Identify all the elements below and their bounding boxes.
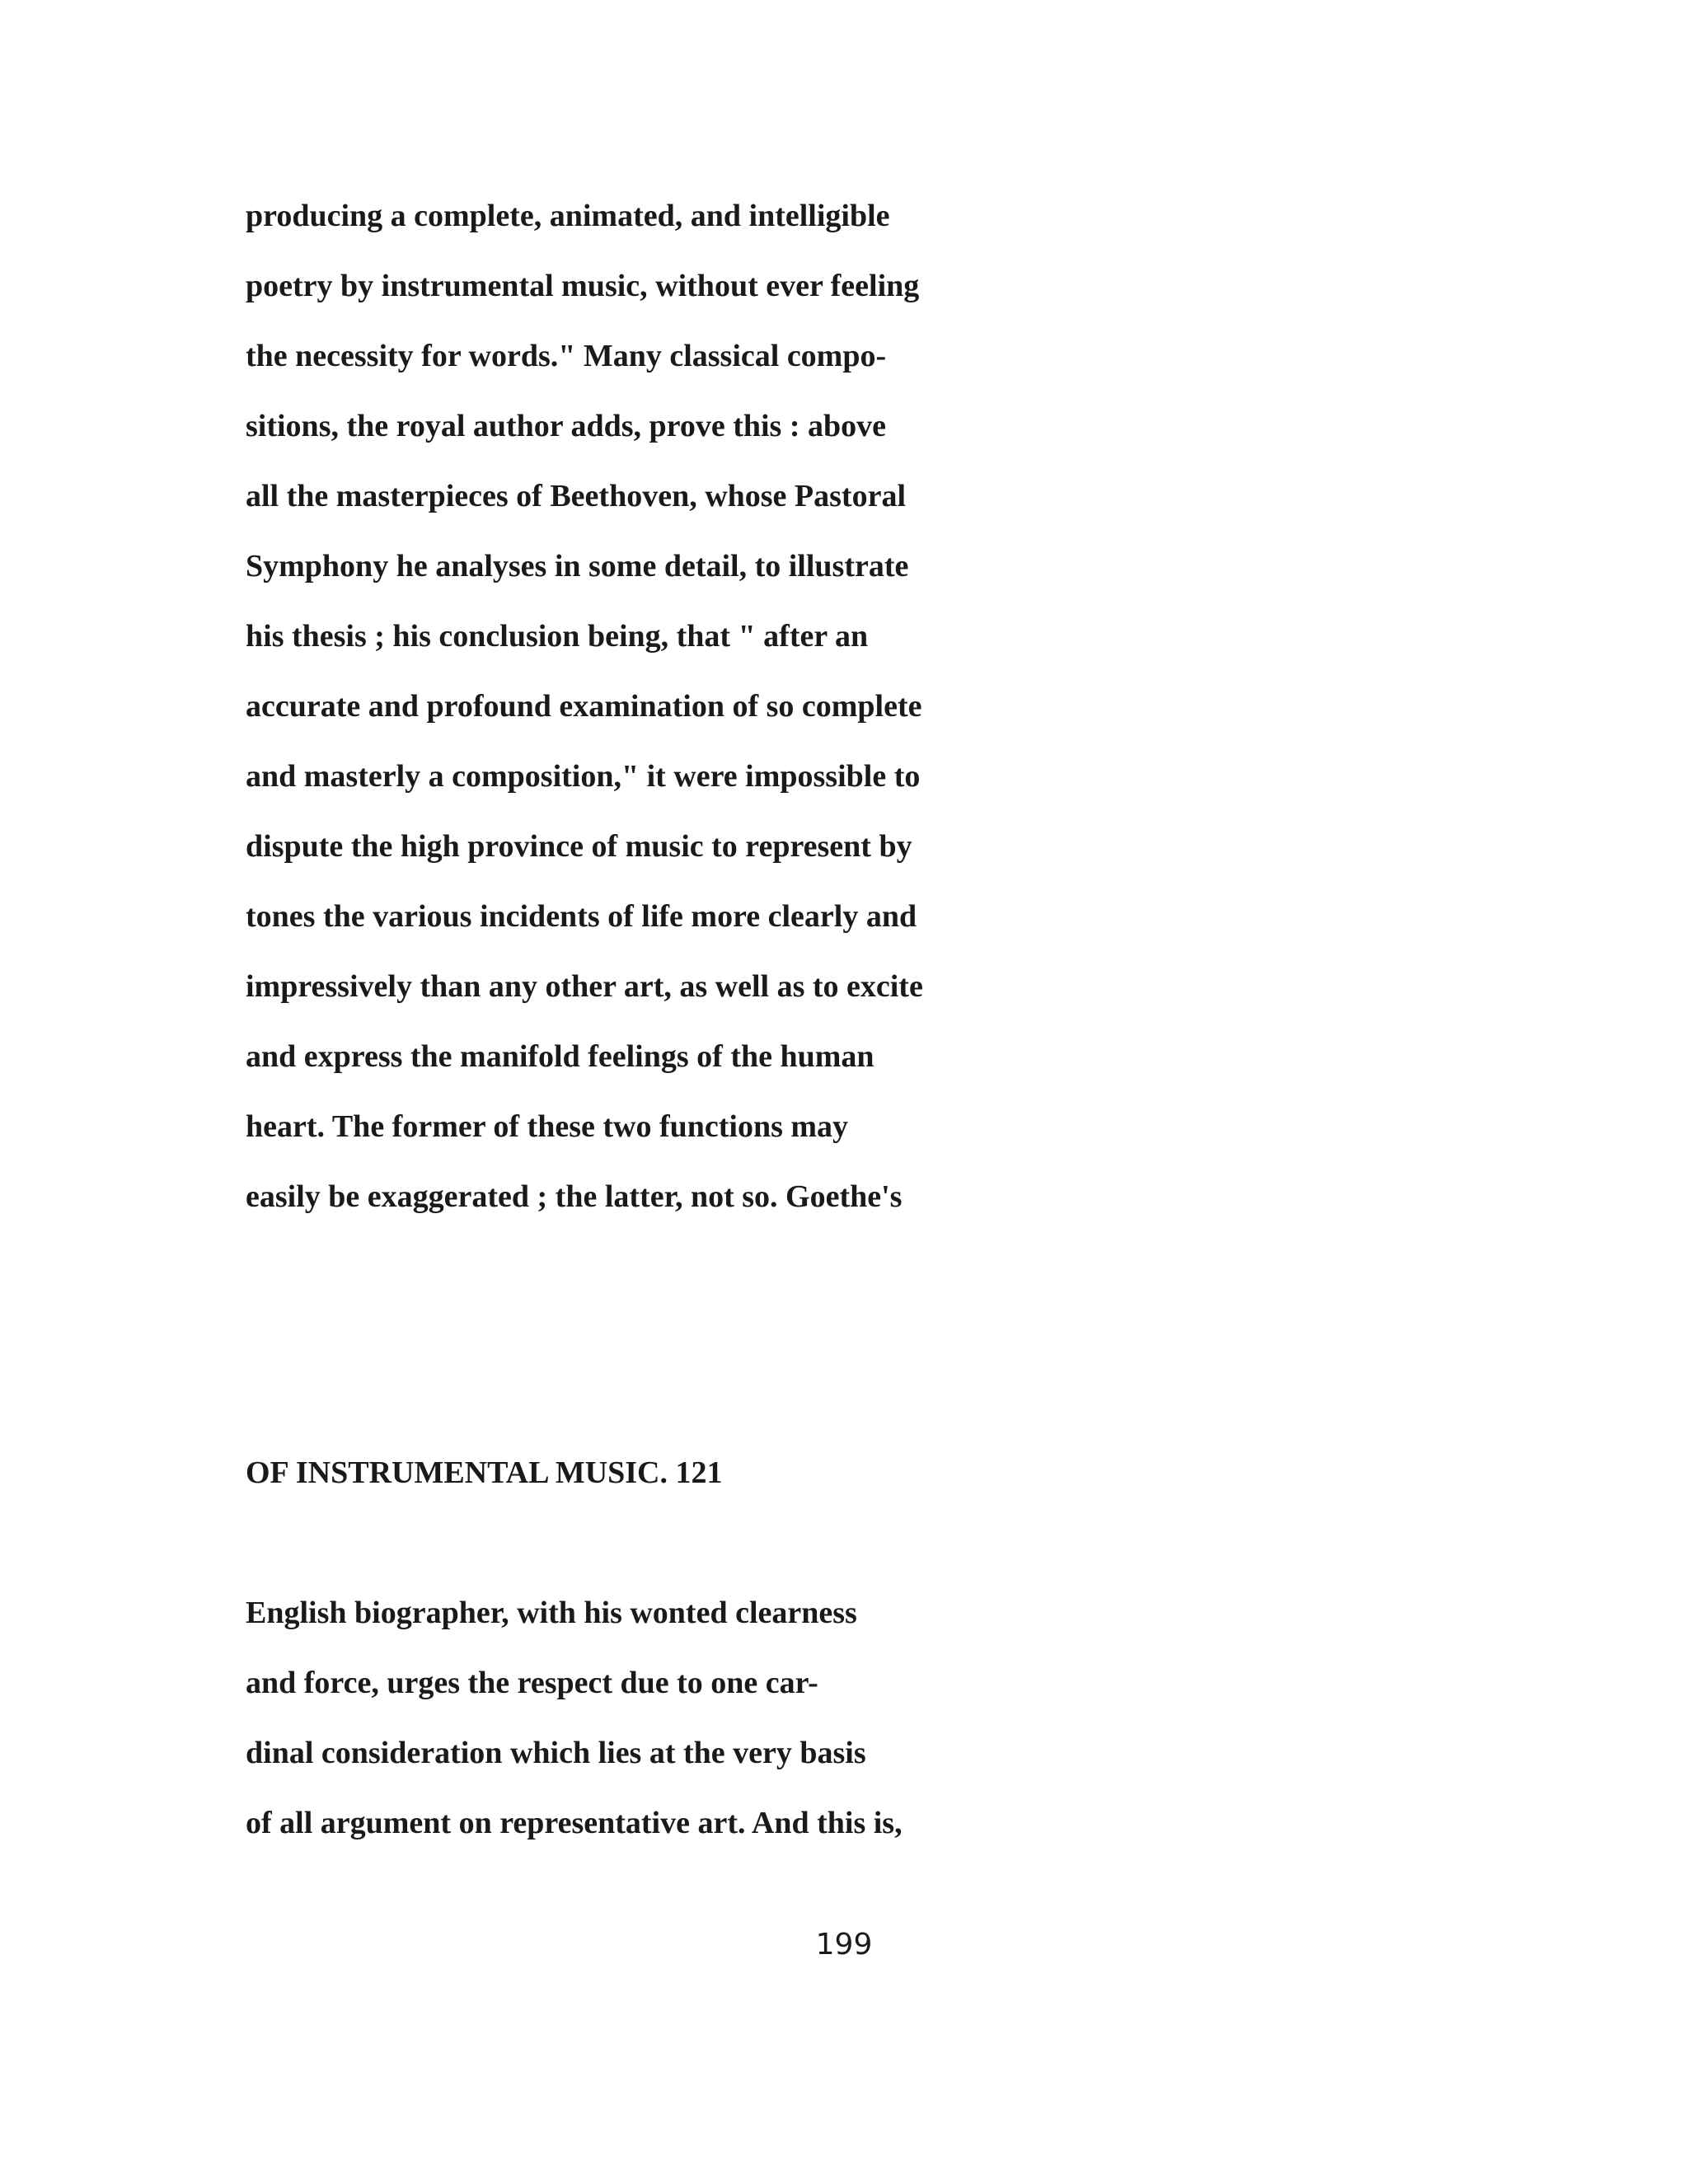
text-line: dinal consideration which lies at the very basis (246, 1736, 866, 1770)
text-line: poetry by instrumental music, without ever feeling (246, 269, 920, 303)
text-line: accurate and profound examination of so complete (246, 689, 922, 724)
text-line: heart. The former of these two functions may (246, 1109, 849, 1144)
text-line: of all argument on representative art. And this is, (246, 1806, 903, 1840)
text-line: easily be exaggerated ; the latter, not so. Goethe's (246, 1179, 903, 1214)
text-line: tones the various incidents of life more clearly and (246, 899, 917, 934)
text-line: all the masterpieces of Beethoven, whose Pastoral (246, 479, 907, 513)
running-header: OF INSTRUMENTAL MUSIC. 121 (246, 1455, 723, 1490)
page-number: 199 (815, 1928, 873, 1961)
text-line: and masterly a composition," it were impossible to (246, 759, 921, 794)
text-line: impressively than any other art, as well as to excite (246, 969, 923, 1004)
body-text-top (246, 181, 1400, 1232)
text-line: the necessity for words." Many classical compo- (246, 339, 887, 373)
text-line: dispute the high province of music to represent by (246, 829, 912, 864)
body-text-bottom (246, 1578, 1400, 1858)
text-line: English biographer, with his wonted clearness (246, 1596, 857, 1630)
text-line: producing a complete, animated, and intelligible (246, 199, 890, 233)
text-line: and express the manifold feelings of the human (246, 1039, 874, 1074)
text-line: Symphony he analyses in some detail, to illustrate (246, 549, 909, 583)
text-line: and force, urges the respect due to one car- (246, 1666, 818, 1700)
text-line: sitions, the royal author adds, prove this : above (246, 409, 886, 443)
text-line: his thesis ; his conclusion being, that " after an (246, 619, 869, 654)
